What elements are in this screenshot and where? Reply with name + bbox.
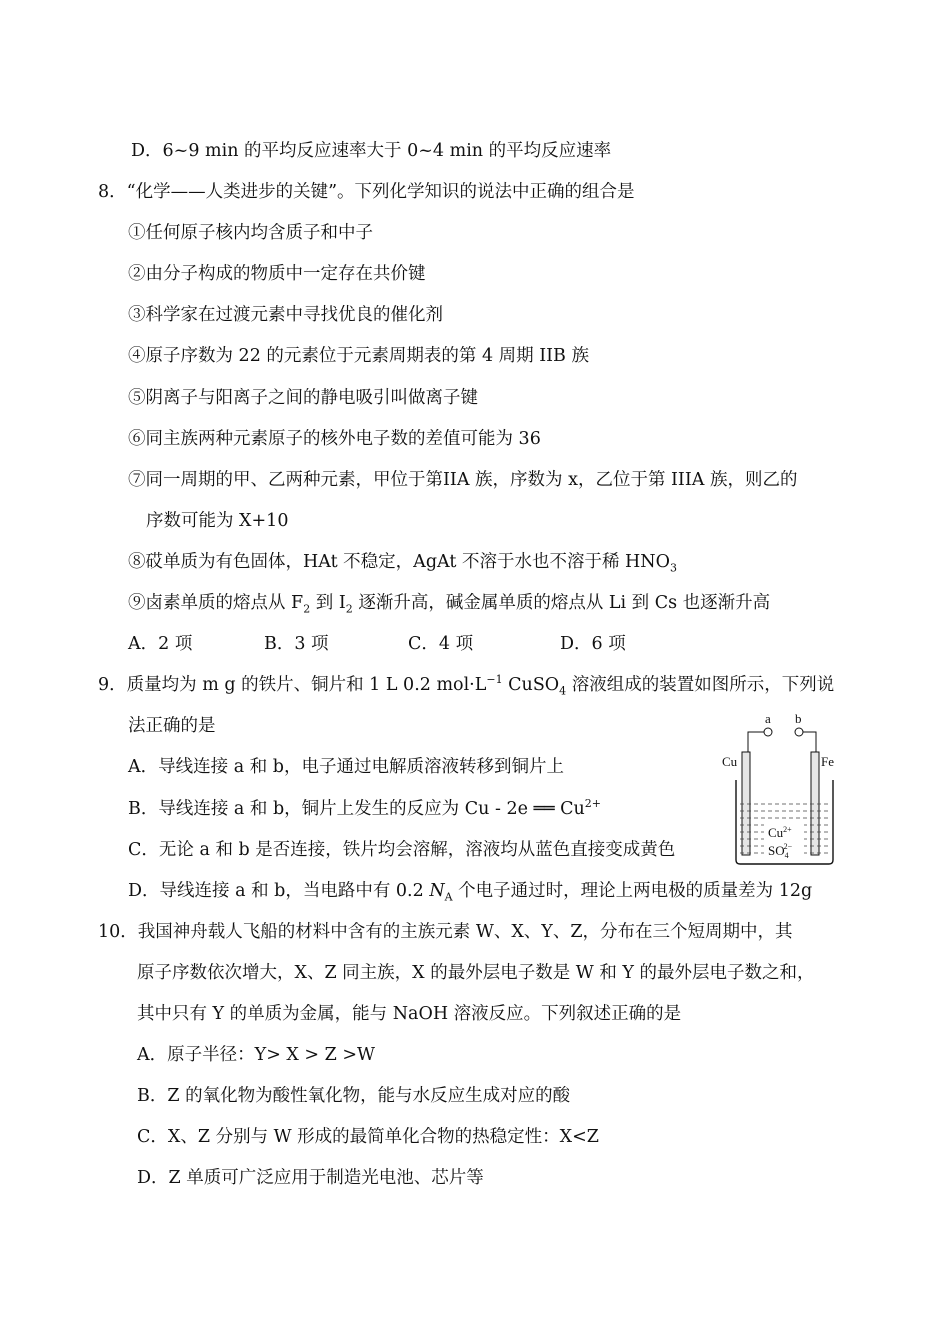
q8-option-c[interactable]: C．4 项: [408, 634, 474, 654]
q10-option-c[interactable]: C．X、Z 分别与 W 形成的最简单化合物的热稳定性：X<Z: [137, 1127, 599, 1147]
q8-item-6: ⑥同主族两种元素原子的核外电子数的差值可能为 36: [128, 429, 541, 449]
fe-label: Fe: [821, 754, 834, 769]
q9-option-a[interactable]: A．导线连接 a 和 b，电子通过电解质溶液转移到铜片上: [128, 757, 564, 777]
q8-item-3: ③科学家在过渡元素中寻找优良的催化剂: [128, 305, 443, 325]
terminal-a: [764, 728, 772, 736]
q8-stem: 8．“化学——人类进步的关键”。下列化学知识的说法中正确的组合是: [98, 182, 635, 202]
q8-item-1: ①任何原子核内均含质子和中子: [128, 223, 373, 243]
iron-electrode: [811, 752, 819, 855]
q9-stem-cont: 法正确的是: [128, 716, 216, 736]
q8-item-5: ⑤阴离子与阳离子之间的静电吸引叫做离子键: [128, 388, 478, 408]
q8-option-a[interactable]: A．2 项: [128, 634, 193, 654]
q9-option-b[interactable]: B．导线连接 a 和 b，铜片上发生的反应为 Cu - 2e ══ $Cu^{2+}$: [128, 797, 602, 819]
q10-stem-1: 10．我国神舟载人飞船的材料中含有的主族元素 W、X、Y、Z，分布在三个短周期中，其: [98, 922, 793, 942]
copper-electrode: [742, 752, 750, 855]
q8-options: [128, 632, 728, 656]
q8-item-7-cont: 序数可能为 X+10: [146, 511, 289, 531]
q10-stem-2: 原子序数依次增大，X、Z 同主族，X 的最外层电子数是 W 和 Y 的最外层电子数之和，: [137, 963, 815, 983]
q8-item-8: ⑧砹单质为有色固体，HAt 不稳定，AgAt 不溶于水也不溶于稀 $HNO_3$: [128, 552, 677, 575]
terminal-b-label: b: [795, 711, 802, 726]
ion-so4-label: $SO_42-$: [768, 842, 793, 860]
wire-b: [803, 732, 816, 752]
galvanic-cell-diagram: [712, 708, 862, 868]
q8-item-7: ⑦同一周期的甲、乙两种元素，甲位于第IIA 族，序数为 x，乙位于第 IIIA 族，则乙的: [128, 470, 798, 490]
q8-option-b[interactable]: B．3 项: [264, 634, 329, 654]
q8-option-d[interactable]: D．6 项: [560, 634, 626, 654]
terminal-a-label: a: [765, 711, 771, 726]
q9-option-d[interactable]: D．导线连接 a 和 b，当电路中有 0.2 $N_A$ 个电子通过时，理论上两电极的质量差为 12g: [128, 881, 813, 904]
q10-stem-3: 其中只有 Y 的单质为金属，能与 NaOH 溶液反应。下列叙述正确的是: [137, 1004, 682, 1024]
q10-option-a[interactable]: A．原子半径：Y> X > Z >W: [137, 1045, 376, 1065]
cu-label: Cu: [722, 754, 738, 769]
terminal-b: [795, 728, 803, 736]
q10-option-b[interactable]: B．Z 的氧化物为酸性氧化物，能与水反应生成对应的酸: [137, 1086, 571, 1106]
q9-option-c[interactable]: C．无论 a 和 b 是否连接，铁片均会溶解，溶液均从蓝色直接变成黄色: [128, 840, 676, 860]
q8-item-9: ⑨卤素单质的熔点从 $F_2$ 到 $I_2$ 逐渐升高，碱金属单质的熔点从 Li 到 Cs 也逐渐升高: [128, 593, 771, 616]
q10-option-d[interactable]: D．Z 单质可广泛应用于制造光电池、芯片等: [137, 1168, 484, 1188]
ion-cu2-label: $Cu^{2+}$: [768, 825, 792, 840]
q8-item-4: ④原子序数为 22 的元素位于元素周期表的第 4 周期 IIB 族: [128, 346, 589, 366]
q8-item-2: ②由分子构成的物质中一定存在共价键: [128, 264, 426, 284]
q7-option-d: D．6~9 min 的平均反应速率大于 0~4 min 的平均反应速率: [131, 141, 612, 161]
q9-stem: 9．质量均为 m g 的铁片、铜片和 1 L 0.2 $mol\cdot L^{-1}$ CuSO$_4$ 溶液组成的装置如图所示，下列说: [98, 673, 835, 698]
wire-a: [748, 732, 764, 752]
